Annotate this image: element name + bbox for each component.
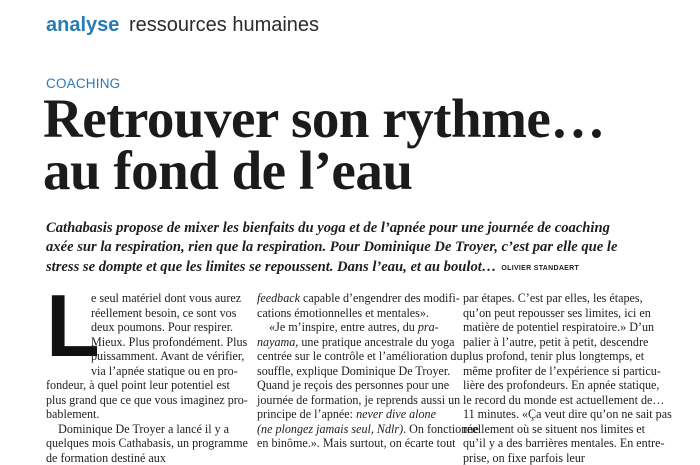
italic-term: never dive alone [356,407,436,421]
col2-text: principe de l’apnée: [257,407,356,421]
col2-text: «Je m’inspire, entre autres, du [257,320,418,334]
col1-line: e seul matériel dont vous aurez [46,291,242,306]
headline-line-2: au fond de l’eau [43,145,683,197]
col2-line [257,335,453,350]
section-header [46,14,319,37]
col1-line: Mieux. Plus profondément. Plus [46,335,242,350]
italic-term: feedback [257,291,300,305]
col1-line: Dominique De Troyer a lancé il y a [46,422,242,437]
col2-line: en binôme.». Mais surtout, on écarte tout [257,436,453,451]
lede-line-3 [46,258,666,278]
col1-line: réellement besoin, ce sont vos [46,306,242,321]
col3-line: par étapes. C’est par elles, les étapes, [463,291,659,306]
col1-line: bablement. [46,407,242,422]
italic-term: pra- [418,320,439,334]
col2-line: centrée sur le contrôle et l’amélioration du [257,349,453,364]
col3-line: 11 minutes. «Ça veut dire qu’on ne sait pas [463,407,659,422]
col2-line: journée de formation, je reprends aussi un [257,393,453,408]
col3-line: lière des profondeurs. En apnée statique, [463,378,659,393]
col1-line: quelques mois Cathabasis, un programme [46,436,242,451]
col3-line: matière de potentiel respiratoire.» D’un [463,320,659,335]
col3-line: palier à l’autre, petit à petit, descendre [463,335,659,350]
section-name: analyse [46,14,119,36]
col3-line: même profiter de l’expérience si particu- [463,364,659,379]
lede-line-2: axée sur la respiration, rien que la respiration. Pour Dominique De Troyer, c’est par elle que le [46,238,666,257]
article-lede [46,219,666,278]
body-column-2 [257,291,453,451]
col3-line: prise, on fixe parfois leur [463,451,659,465]
col3-line: plus profond, tenir plus longtemps, et [463,349,659,364]
col2-line [257,422,453,437]
col1-line: fondeur, à quel point leur potentiel est [46,378,242,393]
body-column-1 [46,291,242,465]
lede-line-3-text: stress se dompte et que les limites se repoussent. Dans l’eau, et au boulot… [46,259,496,275]
col3-line: réellement où se situent nos limites et [463,422,659,437]
italic-term: (ne plongez jamais seul, Ndlr) [257,422,403,436]
article-kicker: COACHING [46,76,120,91]
col2-text: capable d’engendrer des modifi- [300,291,460,305]
col2-line: Quand je reçois des personnes pour une [257,378,453,393]
col3-line: qu’on peut repousser ses limites, ici en [463,306,659,321]
col3-line: le record du monde est actuellement de… [463,393,659,408]
col2-line: souffle, explique Dominique De Troyer. [257,364,453,379]
lede-line-1: Cathabasis propose de mixer les bienfaits du yoga et de l’apnée pour une journée de coaching [46,219,666,238]
col2-line [257,320,453,335]
col1-line: via l’apnée statique ou en pro- [46,364,242,379]
drop-cap: L [46,291,82,363]
body-column-3 [463,291,659,465]
col2-line [257,407,453,422]
author-byline: OLIVIER STANDAERT [501,265,579,272]
col1-line: plus grand que ce que vous imaginez pro- [46,393,242,408]
headline-line-1: Retrouver son rythme… [43,93,683,145]
col2-text: . On fonctionne [403,422,479,436]
col2-line [257,291,453,306]
italic-term: nayama [257,335,295,349]
subsection-name: ressources humaines [129,14,319,36]
col1-line: puissamment. Avant de vérifier, [46,349,242,364]
col2-text: , une pratique ancestrale du yoga [295,335,454,349]
col1-line: de formation destiné aux [46,451,242,465]
col2-line: cations émotionnelles et mentales». [257,306,453,321]
col1-line: deux poumons. Pour respirer. [46,320,242,335]
col3-line: qu’il y a des barrières mentales. En entre- [463,436,659,451]
article-headline [43,93,683,197]
